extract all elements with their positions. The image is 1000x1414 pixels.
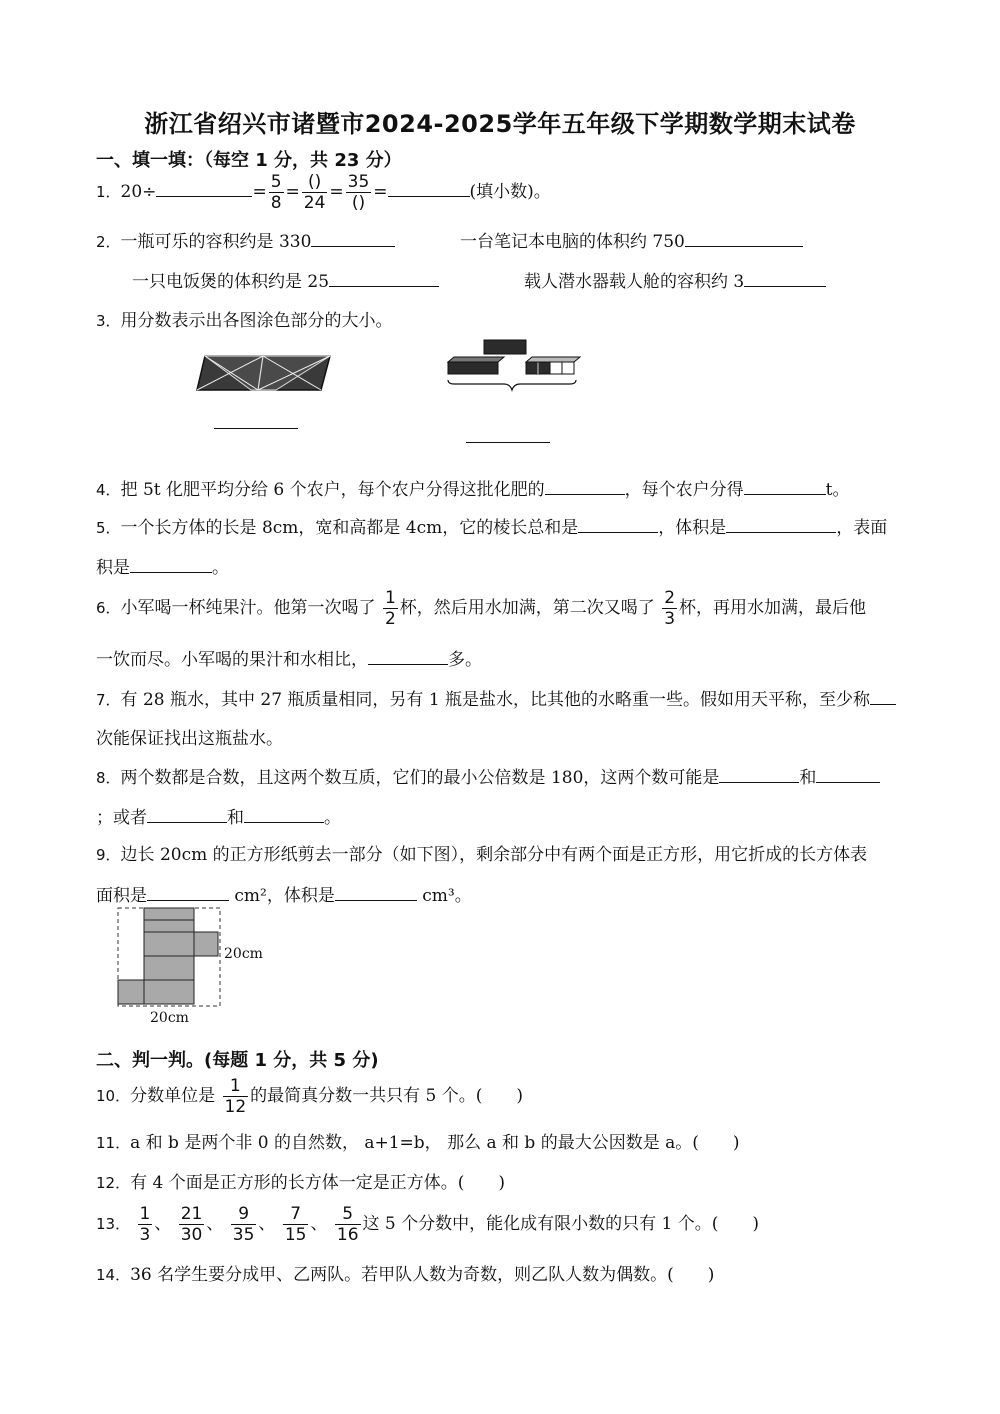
q8-text-d: 和 (227, 808, 244, 828)
q9-bottom-label: 20cm (150, 1010, 189, 1026)
q4-text-a: 把 5t 化肥平均分给 6 个农户，每个农户分得这批化肥的 (120, 480, 545, 500)
q13-fraction-1 (138, 1204, 153, 1245)
q1-fraction-3 (346, 172, 372, 213)
q10-f-num: 1 (223, 1076, 249, 1097)
q5-blank-2[interactable] (726, 516, 836, 533)
q6-fraction-1 (383, 588, 398, 629)
q9-text-b: 面积是 (96, 886, 147, 906)
q6-fraction-2 (662, 588, 677, 629)
page-title: 浙江省绍兴市诸暨市2024-2025学年五年级下学期数学期末试卷 (144, 110, 856, 138)
q13-fraction-2 (179, 1204, 205, 1245)
q9-blank-2[interactable] (335, 884, 417, 901)
q9-blank-1[interactable] (147, 884, 229, 901)
question-2-part-c (132, 270, 439, 293)
q10-text-b: 的最简真分数一共只有 5 个。( ) (250, 1086, 524, 1106)
q7-number: 7． (96, 691, 121, 709)
q8-number: 8． (96, 769, 121, 787)
q8-text-e: 。 (324, 808, 341, 828)
q5-text-c: ，表面 (836, 518, 888, 538)
q13-f3-num: 9 (231, 1204, 257, 1225)
q13-f4-den: 15 (284, 1225, 307, 1245)
q6-text-c: 杯，再用水加满，最后他 (679, 598, 867, 618)
q5-text-b: ，体积是 (658, 518, 727, 538)
q6-f1-num: 1 (384, 588, 396, 608)
question-12 (96, 1172, 505, 1194)
q8-text-c: ；或者 (96, 808, 147, 828)
q6-f2-num: 2 (664, 588, 676, 608)
question-6-line-1 (96, 588, 866, 629)
q8-blank-1[interactable] (719, 766, 799, 783)
q13-fraction-3 (231, 1204, 257, 1245)
q5-number: 5． (96, 519, 121, 537)
q4-blank-1[interactable] (545, 478, 625, 495)
q13-sep-2: 、 (206, 1214, 224, 1234)
q14-text: 36 名学生要分成甲、乙两队。若甲队人数为奇数，则乙队人数为偶数。( ) (130, 1265, 715, 1285)
q13-fraction-4 (283, 1204, 309, 1245)
q11-number: 11． (96, 1134, 131, 1152)
q9-text-a: 边长 20cm 的正方形纸剪去一部分（如下图），剩余部分中有两个面是正方形，用它折成的长方体表 (120, 845, 868, 865)
q6-f2-den: 3 (664, 609, 676, 629)
question-2-part-d (524, 270, 826, 293)
q12-text: 有 4 个面是正方形的长方体一定是正方体。( ) (130, 1173, 505, 1193)
q2-blank-b[interactable] (685, 230, 803, 247)
q12-number: 12． (96, 1174, 131, 1192)
q5-blank-3[interactable] (130, 556, 212, 573)
question-4 (96, 478, 849, 501)
q3-left-bar (448, 362, 498, 374)
q1-blank-2[interactable] (388, 180, 470, 197)
q13-f2-den: 30 (180, 1225, 203, 1245)
q2-blank-d[interactable] (744, 270, 826, 287)
q3-bars-figure (442, 336, 582, 392)
q10-f-den: 12 (224, 1097, 247, 1117)
q13-sep-3: 、 (258, 1214, 276, 1234)
q4-number: 4． (96, 481, 121, 499)
q3-parallelogram-figure (196, 352, 332, 394)
q13-f2-num: 21 (180, 1204, 203, 1224)
q9-face-bottom (144, 980, 194, 1004)
q5-text-d: 积是 (96, 558, 130, 578)
q3-text: 用分数表示出各图涂色部分的大小。 (120, 311, 393, 331)
question-8-line-2 (96, 806, 341, 829)
q8-blank-4[interactable] (244, 806, 324, 823)
q13-f5-num: 5 (335, 1204, 361, 1225)
q1-f3-den: () (351, 193, 366, 213)
q1-f1-den: 8 (270, 193, 282, 213)
question-6-line-2 (96, 648, 482, 671)
q3-brace (448, 380, 576, 390)
q2-text-b: 一台笔记本电脑的体积约 750 (460, 232, 685, 252)
q1-eq-3: = (329, 182, 344, 202)
q6-number: 6． (96, 599, 121, 617)
q9-number: 9． (96, 846, 121, 864)
question-10 (96, 1076, 523, 1117)
section-heading-fill: 一、填一填：（每空 1 分，共 23 分） (96, 150, 402, 171)
q3-blank-2[interactable] (466, 426, 550, 443)
q1-blank-1[interactable] (156, 180, 252, 197)
q5-text-e: 。 (212, 558, 229, 578)
q13-f5-den: 16 (336, 1225, 359, 1245)
q1-f2-den: 24 (303, 193, 326, 213)
q9-text-d: cm³。 (416, 886, 472, 906)
question-2-part-b (460, 230, 803, 253)
q2-blank-c[interactable] (329, 270, 439, 287)
q1-f1-num: 5 (270, 172, 282, 192)
q4-blank-2[interactable] (744, 478, 826, 495)
q7-blank[interactable] (870, 688, 896, 705)
q1-f2-num: () (302, 172, 328, 193)
question-7-line-2 (96, 728, 283, 750)
q8-text-a: 两个数都是合数，且这两个数互质，它们的最小公倍数是 180，这两个数可能是 (120, 768, 720, 788)
q6-text-e: 多。 (448, 650, 482, 670)
q4-text-b: ，每个农户分得 (624, 480, 744, 500)
q13-tail: 这 5 个分数中，能化成有限小数的只有 1 个。( ) (362, 1214, 760, 1234)
q8-blank-3[interactable] (147, 806, 227, 823)
q9-side-label: 20cm (224, 946, 263, 962)
q9-face-right (194, 932, 218, 956)
question-11 (96, 1132, 740, 1154)
section-heading-judge: 二、判一判。(每题 1 分，共 5 分) (96, 1050, 379, 1071)
q1-number: 1． (96, 183, 121, 201)
q8-blank-2[interactable] (816, 766, 880, 783)
question-3 (96, 310, 393, 332)
q1-text-a: 20÷ (120, 182, 157, 202)
question-5-line-1 (96, 516, 887, 539)
q9-text-c: cm²，体积是 (229, 886, 335, 906)
question-8-line-1 (96, 766, 880, 789)
q5-blank-1[interactable] (578, 516, 658, 533)
q13-number: 13． (96, 1215, 131, 1233)
q7-text-b: 次能保证找出这瓶盐水。 (96, 729, 283, 749)
q13-sep-1: 、 (154, 1214, 172, 1234)
q1-f3-num: 35 (347, 172, 370, 192)
question-7-line-1 (96, 688, 896, 711)
q2-number: 2． (96, 233, 121, 251)
q2-text-c: 一只电饭煲的体积约是 25 (132, 272, 330, 292)
q5-text-a: 一个长方体的长是 8cm，宽和高都是 4cm，它的棱长总和是 (120, 518, 579, 538)
q9-face-left (118, 980, 144, 1004)
q8-text-b: 和 (799, 768, 817, 788)
question-13 (96, 1204, 759, 1245)
q13-sep-4: 、 (310, 1214, 328, 1234)
q14-number: 14． (96, 1266, 131, 1284)
q2-text-d: 载人潜水器载人舱的容积约 3 (524, 272, 745, 292)
q9-face-lower (144, 956, 194, 980)
q2-text-a: 一瓶可乐的容积约是 330 (120, 232, 312, 252)
q3-number: 3． (96, 312, 121, 330)
question-14 (96, 1264, 714, 1286)
q4-text-c: t。 (825, 480, 850, 500)
q6-text-d: 一饮而尽。小军喝的果汁和水相比， (96, 650, 368, 670)
q1-fraction-1 (269, 172, 284, 213)
q13-f1-den: 3 (139, 1225, 151, 1245)
q2-blank-a[interactable] (311, 230, 395, 247)
q7-text-a: 有 28 瓶水，其中 27 瓶质量相同，另有 1 瓶是盐水，比其他的水略重一些。假如用天平称，至少称 (120, 690, 871, 710)
q10-fraction (223, 1076, 249, 1117)
q1-eq-2: = (285, 182, 300, 202)
q1-eq-4: = (373, 182, 388, 202)
q10-text-a: 分数单位是 (130, 1086, 216, 1106)
q3-top-bar (484, 340, 526, 354)
q13-f4-num: 7 (283, 1204, 309, 1225)
q10-number: 10． (96, 1087, 131, 1105)
question-9-line-1 (96, 844, 867, 866)
q6-text-a: 小军喝一杯纯果汁。他第一次喝了 (120, 598, 376, 618)
q3-blank-1[interactable] (214, 412, 298, 429)
q11-text: a 和 b 是两个非 0 的自然数， a+1=b， 那么 a 和 b 的最大公因数是 a。( ) (130, 1133, 740, 1153)
q1-eq-1: = (252, 182, 267, 202)
q13-fraction-5 (335, 1204, 361, 1245)
question-5-line-2 (96, 556, 229, 579)
q1-fraction-2 (302, 172, 328, 213)
q9-face-middle (144, 932, 194, 956)
q6-f1-den: 2 (384, 609, 396, 629)
q13-f1-num: 1 (139, 1204, 151, 1224)
q13-f3-den: 35 (232, 1225, 255, 1245)
q3-right-bar-top (526, 357, 580, 362)
question-2-line-1 (96, 230, 395, 253)
question-1 (96, 172, 551, 213)
q6-text-b: 杯，然后用水加满，第二次又喝了 (399, 598, 655, 618)
q3-left-bar-top (448, 357, 504, 362)
q6-blank[interactable] (368, 648, 448, 665)
q1-tail: (填小数)。 (469, 182, 551, 202)
